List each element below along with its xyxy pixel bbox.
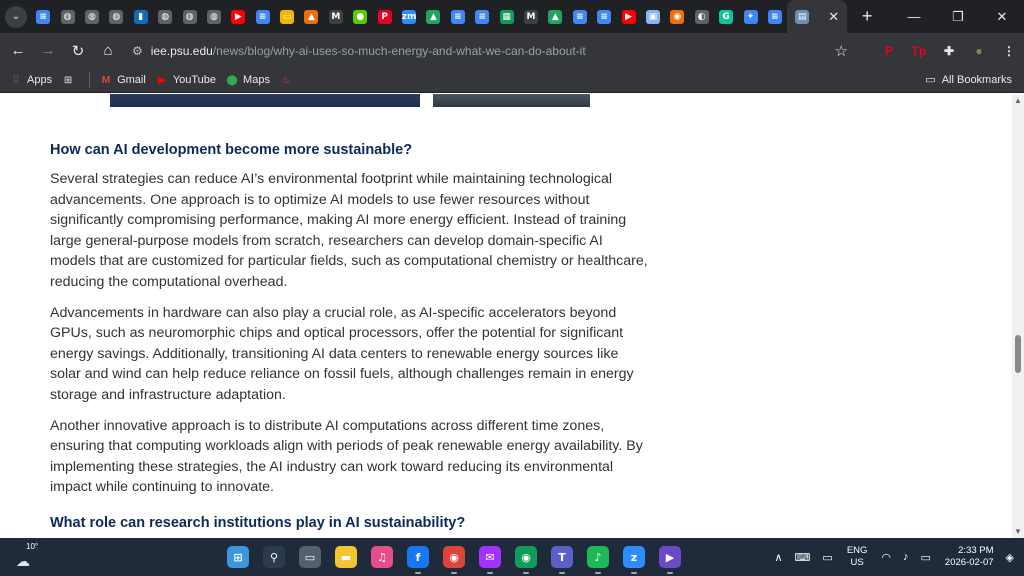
apps-grid-icon: ⁞⁞ [13,74,19,86]
weather-widget[interactable] [14,542,44,572]
taskbar-app[interactable] [580,538,616,576]
close-tab-icon[interactable]: ✕ [828,8,840,24]
weather-temperature: 10° [26,542,39,551]
taskbar-app[interactable] [220,538,256,576]
browser-tab[interactable] [275,0,299,33]
chrome-icon-1: ◉ [443,546,465,568]
browser-tab[interactable] [543,0,567,33]
display-icon[interactable]: ▭ [822,551,833,564]
taskbar-app[interactable] [400,538,436,576]
browser-tab[interactable] [129,0,153,33]
browser-tab-active[interactable] [787,0,847,33]
sheets-icon: ▦ [500,10,514,24]
profile-avatar-icon[interactable]: ● [975,43,983,58]
taskbar-app[interactable] [328,538,364,576]
facebook-icon: f [407,546,429,568]
site-icon: ▤ [795,10,809,24]
browser-tab[interactable] [763,0,787,33]
keyboard-icon[interactable]: ⌨ [794,551,811,564]
article-image-right [433,94,590,107]
minimize-button[interactable]: — [907,9,921,24]
bookmark-star-icon[interactable]: ☆ [834,42,848,60]
bookmark-apps-label: Apps [27,74,53,86]
browser-tab[interactable] [690,0,714,33]
reload-button[interactable]: ↻ [71,42,85,60]
chrome-icon-2: ◉ [515,546,537,568]
url-text[interactable] [151,44,586,58]
browser-tab[interactable] [641,0,665,33]
tab-groups-icon: ⊞ [63,74,73,86]
browser-tab[interactable] [665,0,689,33]
taskbar-app[interactable] [292,538,328,576]
browser-tab[interactable] [372,0,396,33]
browser-tab[interactable] [348,0,372,33]
taskbar-app[interactable] [544,538,580,576]
folder-icon: ▭ [925,74,936,86]
bookmark-youtube[interactable] [156,74,216,86]
windows-taskbar [0,538,1024,576]
browser-tab[interactable] [177,0,201,33]
show-hidden-icons-chevron-icon[interactable]: ∧ [774,551,783,564]
taskbar-app[interactable] [256,538,292,576]
chevron-down-icon: ⌄ [11,11,21,22]
bookmark-extra[interactable] [280,74,297,86]
cloud-icon: ☁ [16,553,30,569]
vertical-scrollbar[interactable] [1012,94,1024,538]
spotify-icon: ♪ [587,546,609,568]
scrollbar-thumb[interactable] [1015,335,1021,373]
scroll-down-arrow-icon[interactable]: ▼ [1014,527,1022,536]
browser-tab[interactable] [616,0,640,33]
forward-button[interactable]: → [40,42,56,59]
browser-tab[interactable] [55,0,79,33]
browser-tab[interactable] [714,0,738,33]
browser-tab[interactable] [446,0,470,33]
youtube-icon: ▶ [231,10,245,24]
globe-icon: ◍ [109,10,123,24]
duolingo-icon: ● [353,10,367,24]
bookmark-maps-label: Maps [243,74,270,86]
taskbar-app[interactable] [364,538,400,576]
wifi-icon[interactable]: ◠ [881,551,892,564]
browser-tab[interactable] [153,0,177,33]
docs-icon: ≡ [451,10,465,24]
messenger-icon: ✉ [479,546,501,568]
section-heading-research-institutions: What role can research institutions play in AI sustainability? [50,514,466,531]
grammarly-icon: G [719,10,733,24]
taskbar-app[interactable] [508,538,544,576]
battery-icon[interactable]: ▭ [920,551,931,564]
notifications-icon[interactable]: ◈ [1005,551,1014,564]
image-icon: ▣ [646,10,660,24]
article-image-left [110,94,420,107]
gmail-icon: M [329,10,343,24]
media-player-icon: ▶ [659,546,681,568]
close-window-button[interactable]: ✕ [996,8,1008,24]
docs-icon: ≡ [256,10,270,24]
scroll-up-arrow-icon[interactable]: ▲ [1014,96,1022,105]
browser-tab[interactable] [202,0,226,33]
region-code: US [850,557,864,568]
bookmark-gmail-label: Gmail [117,74,146,86]
taskbar-apps [220,538,688,576]
bookmark-gmail[interactable] [100,74,146,86]
language-code: ENG [846,545,868,556]
bookmark-maps[interactable] [226,74,270,86]
drive-icon: ▲ [426,10,440,24]
page-content[interactable] [0,94,1012,538]
bookmarks-bar [0,68,1024,93]
youtube-icon: ▶ [622,10,636,24]
address-bar[interactable] [124,37,854,64]
globe-icon: ◍ [85,10,99,24]
gmail-icon: M [524,10,538,24]
taskbar-app[interactable] [616,538,652,576]
tab-search-button[interactable] [5,6,27,28]
section-heading-sustainable: How can AI development become more sustainable? [50,142,413,158]
paragraph-hardware: Advancements in hardware can also play a crucial role, as AI-specific accelerators beyond GPUs, such as neuromorphic chips and optical processors, offer the potential for significant energy savings. Additionally, transitioning AI data centers to renewable energy sources like solar and wind can help reduce reliance on fossil fuels, although challenges remain in energy storage and infrastructure adaptation. [50,304,634,403]
url-path: /news/blog/why-ai-uses-so-much-energy-and-what-we-can-do-about-it [212,43,586,58]
system-tray [768,538,1024,576]
browser-tab[interactable] [251,0,275,33]
browser-tab[interactable] [568,0,592,33]
drive-icon: ▲ [548,10,562,24]
taskbar-app[interactable] [436,538,472,576]
volume-icon[interactable]: ♪ [903,551,909,563]
youtube-icon: ▶ [157,74,166,86]
running-indicator [451,572,457,574]
tab-list [31,0,847,33]
globe-icon: ◍ [183,10,197,24]
gmail-icon: M [101,74,111,86]
teams-icon: T [551,546,573,568]
all-bookmarks-button[interactable] [925,73,1012,86]
start-icon: ⊞ [227,546,249,568]
extensions-area [874,33,1024,68]
bookmark-apps[interactable] [10,74,52,86]
zoom-icon: z [623,546,645,568]
app-icon: ◐ [695,10,709,24]
taskbar-app[interactable] [652,538,688,576]
globe-icon: ◍ [207,10,221,24]
browser-tab[interactable] [494,0,518,33]
itunes-icon: ♫ [371,546,393,568]
clock-time: 2:33 PM [958,545,994,556]
running-indicator [415,572,421,574]
running-indicator [487,572,493,574]
window-controls [892,0,1024,33]
docs-icon: ≡ [36,10,50,24]
clock-date: 2026-02-07 [944,557,994,568]
running-indicator [523,572,529,574]
search-icon: ⚲ [263,546,285,568]
bookmark-flame-icon: ♨ [281,74,291,86]
browser-tab[interactable] [80,0,104,33]
docs-icon: ≡ [597,10,611,24]
taskbar-app[interactable] [472,538,508,576]
docs-icon: ≡ [573,10,587,24]
running-indicator [559,572,565,574]
paragraph-strategies: Several strategies can reduce AI’s environmental footprint while maintaining technological advancements. One approach is to optimize AI models to use fewer resources without significantly compromising performance, making AI more energy efficient. Instead of training large general-purpose models from scratch, researchers can develop domain-specific AI models that are customized for particular fields, such as computational chemistry or healthcare, reducing the computational overhead. [50,171,648,290]
contacts-icon: ◉ [670,10,684,24]
pinterest-icon: P [378,10,392,24]
home-button[interactable]: ⌂ [103,42,113,59]
outlook-icon: ▮ [134,10,148,24]
tab-strip [0,0,1024,33]
running-indicator [631,572,637,574]
globe-icon: ◍ [61,10,75,24]
menu-kebab-icon[interactable]: ⋮ [1003,43,1015,58]
language-indicator[interactable] [847,545,868,569]
browser-tab[interactable] [421,0,445,33]
browser-tab[interactable] [470,0,494,33]
browser-tab[interactable] [738,0,762,33]
puzzle-extension-icon[interactable]: ✚ [943,43,955,58]
new-tab-button[interactable]: + [861,6,873,26]
article-body [50,141,650,538]
running-indicator [667,572,673,574]
restore-button[interactable]: ❐ [952,8,964,24]
task-view-icon: ▭ [299,546,321,568]
browser-tab[interactable] [31,0,55,33]
gemini-icon: ✦ [744,10,758,24]
zoom-icon: zm [401,11,417,22]
globe-icon: ◍ [158,10,172,24]
url-host: iee.psu.edu [150,43,213,58]
site-info-icon[interactable]: ⚙ [132,43,143,58]
docs-icon: ≡ [768,10,782,24]
file-explorer-icon: ▬ [335,546,357,568]
browser-tab[interactable] [397,0,421,33]
bookmarks-divider [89,72,90,88]
maps-pin-icon: ⬤ [226,74,238,86]
browser-tab[interactable] [592,0,616,33]
browser-tab[interactable] [324,0,348,33]
browser-tab[interactable] [299,0,323,33]
slides-icon: ▭ [280,10,294,24]
paragraph-time-zones: Another innovative approach is to distribute AI computations across different time zones, ensuring that computing workloads align with periods of peak renewable energy availability. By implementing these strategies, the AI industry can work toward reducing its environmental impact while continuing to innovate. [50,417,643,496]
browser-tab[interactable] [104,0,128,33]
browser-tab[interactable] [226,0,250,33]
clock[interactable] [945,545,994,569]
all-bookmarks-label: All Bookmarks [941,73,1012,86]
bookmark-youtube-label: YouTube [172,74,217,86]
browser-tab[interactable] [519,0,543,33]
browser-toolbar [0,33,1024,68]
scholar-icon: ▲ [304,10,318,24]
back-button[interactable]: ← [10,42,26,59]
running-indicator [595,572,601,574]
tab-groups-button[interactable] [62,74,79,86]
tp-extension-icon[interactable]: Tp [911,43,927,58]
docs-icon: ≡ [475,10,489,24]
pinterest-extension-icon[interactable]: P [884,43,893,58]
